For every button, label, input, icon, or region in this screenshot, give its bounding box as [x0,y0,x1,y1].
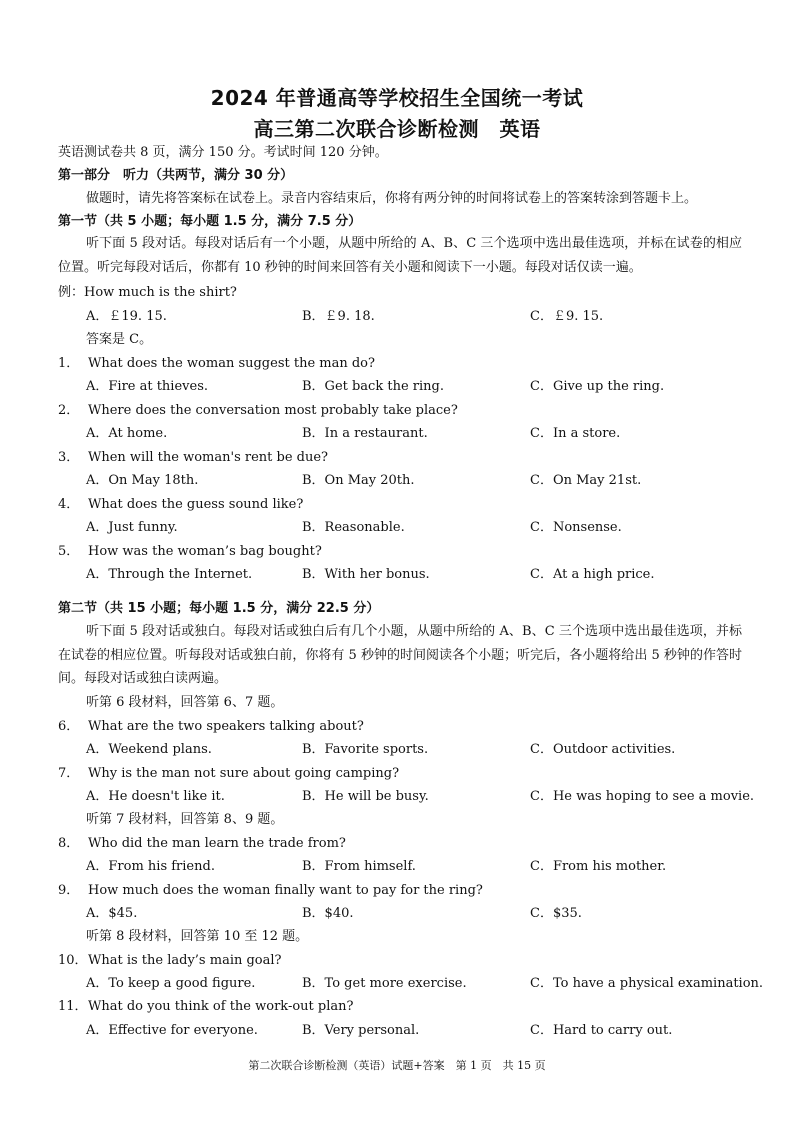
q3-option-b: B．On May 20th. [302,473,415,488]
exam-intro: 英语测试卷共 8 页，满分 150 分。考试时间 120 分钟。 [58,145,388,160]
q9-option-b: B．$40. [302,906,354,921]
material-6-note: 听第 6 段材料，回答第 6、7 题。 [86,695,284,710]
question-5 [58,543,322,561]
question-text: What does the woman suggest the man do? [88,356,375,371]
q8-option-b: B．From himself. [302,859,416,874]
q10-option-b: B．To get more exercise. [302,976,467,991]
example-question: 例：How much is the shirt? [58,285,237,300]
question-text: How was the woman’s bag bought? [88,544,322,559]
q3-option-a: A．On May 18th. [86,473,199,488]
q5-option-a: A．Through the Internet. [86,567,253,582]
q9-option-c: C．$35. [530,906,582,921]
q8-option-c: C．From his mother. [530,859,667,874]
section2-heading: 第二节（共 15 小题；每小题 1.5 分，满分 22.5 分） [58,601,380,616]
question-text: How much does the woman finally want to pay for the ring? [88,883,483,898]
q10-option-a: A．To keep a good figure. [86,976,256,991]
q5-option-b: B．With her bonus. [302,567,430,582]
section1-heading: 第一节（共 5 小题；每小题 1.5 分，满分 7.5 分） [58,214,362,229]
question-number: 3． [58,450,80,465]
q2-option-b: B．In a restaurant. [302,426,428,441]
q4-option-c: C．Nonsense. [530,520,622,535]
question-1 [58,355,375,373]
question-2 [58,402,458,420]
part1-instructions: 做题时，请先将答案标在试卷上。录音内容结束后，你将有两分钟的时间将试卷上的答案转涂到答题卡上。 [86,191,698,206]
q1-option-c: C．Give up the ring. [530,379,665,394]
question-number: 6． [58,719,80,734]
question-number: 11． [58,999,88,1014]
question-number: 1． [58,356,80,371]
q11-option-c: C．Hard to carry out. [530,1023,673,1038]
example-answer: 答案是 C。 [86,332,153,347]
q9-option-a: A．$45. [86,906,138,921]
section2-instructions: 听下面 5 段对话或独白。每段对话或独白后有几个小题，从题中所给的 A、B、C 三个选项中选出最佳选项，并标在试卷的相应位置。听每段对话或独白前，你将有 5 秒钟的时间阅读各个小题；听完后，各小题将给出 5 秒钟的作答时间。每段对话或独白读两遍。 [58,624,742,686]
section1-instructions: 听下面 5 段对话。每段对话后有一个小题，从题中所给的 A、B、C 三个选项中选出最佳选项，并标在试卷的相应位置。听完每段对话后，你都有 10 秒钟的时间来回答有关小题和阅读下一小题。每段对话仅读一遍。 [58,236,742,275]
question-text: When will the woman's rent be due? [88,450,329,465]
q6-option-a: A．Weekend plans. [86,742,212,757]
q6-option-c: C．Outdoor activities. [530,742,676,757]
exam-subtitle: 高三第二次联合诊断检测 英语 [253,117,541,141]
material-7-note: 听第 7 段材料，回答第 8、9 题。 [86,812,284,827]
material-8-note: 听第 8 段材料，回答第 10 至 12 题。 [86,929,309,944]
example-option-a: A．￡19. 15. [86,309,167,324]
question-text: What do you think of the work-out plan? [88,999,354,1014]
q1-option-a: A．Fire at thieves. [86,379,209,394]
question-text: Where does the conversation most probably take place? [88,403,458,418]
question-11 [58,998,353,1016]
q2-option-a: A．At home. [86,426,168,441]
q10-option-c: C．To have a physical examination. [530,976,764,991]
question-number: 5． [58,544,80,559]
part1-heading: 第一部分 听力（共两节，满分 30 分） [58,168,294,183]
question-text: Why is the man not sure about going camping? [88,766,400,781]
q7-option-c: C．He was hoping to see a movie. [530,789,755,804]
q2-option-c: C．In a store. [530,426,621,441]
question-text: What is the lady’s main goal? [88,953,282,968]
question-10 [58,952,282,970]
q8-option-a: A．From his friend. [86,859,215,874]
q1-option-b: B．Get back the ring. [302,379,444,394]
exam-title: 2024 年普通高等学校招生全国统一考试 [210,86,584,110]
question-3 [58,449,328,467]
question-text: Who did the man learn the trade from? [88,836,346,851]
question-7 [58,765,399,783]
q7-option-b: B．He will be busy. [302,789,429,804]
question-number: 8． [58,836,80,851]
q4-option-a: A．Just funny. [86,520,178,535]
question-text: What are the two speakers talking about? [88,719,364,734]
question-text: What does the guess sound like? [88,497,304,512]
question-9 [58,882,483,900]
example-option-b: B．￡9. 18. [302,309,375,324]
question-8 [58,835,346,853]
q3-option-c: C．On May 21st. [530,473,642,488]
question-4 [58,496,303,514]
q7-option-a: A．He doesn't like it. [86,789,225,804]
q6-option-b: B．Favorite sports. [302,742,429,757]
page-footer: 第二次联合诊断检测（英语）试题+答案 第 1 页 共 15 页 [248,1059,546,1072]
question-6 [58,718,364,736]
question-number: 4． [58,497,80,512]
question-number: 9． [58,883,80,898]
q11-option-b: B．Very personal. [302,1023,420,1038]
q4-option-b: B．Reasonable. [302,520,405,535]
example-option-c: C．￡9. 15. [530,309,604,324]
question-number: 2． [58,403,80,418]
q5-option-c: C．At a high price. [530,567,655,582]
question-number: 10． [58,953,88,968]
question-number: 7． [58,766,80,781]
q11-option-a: A．Effective for everyone. [86,1023,258,1038]
